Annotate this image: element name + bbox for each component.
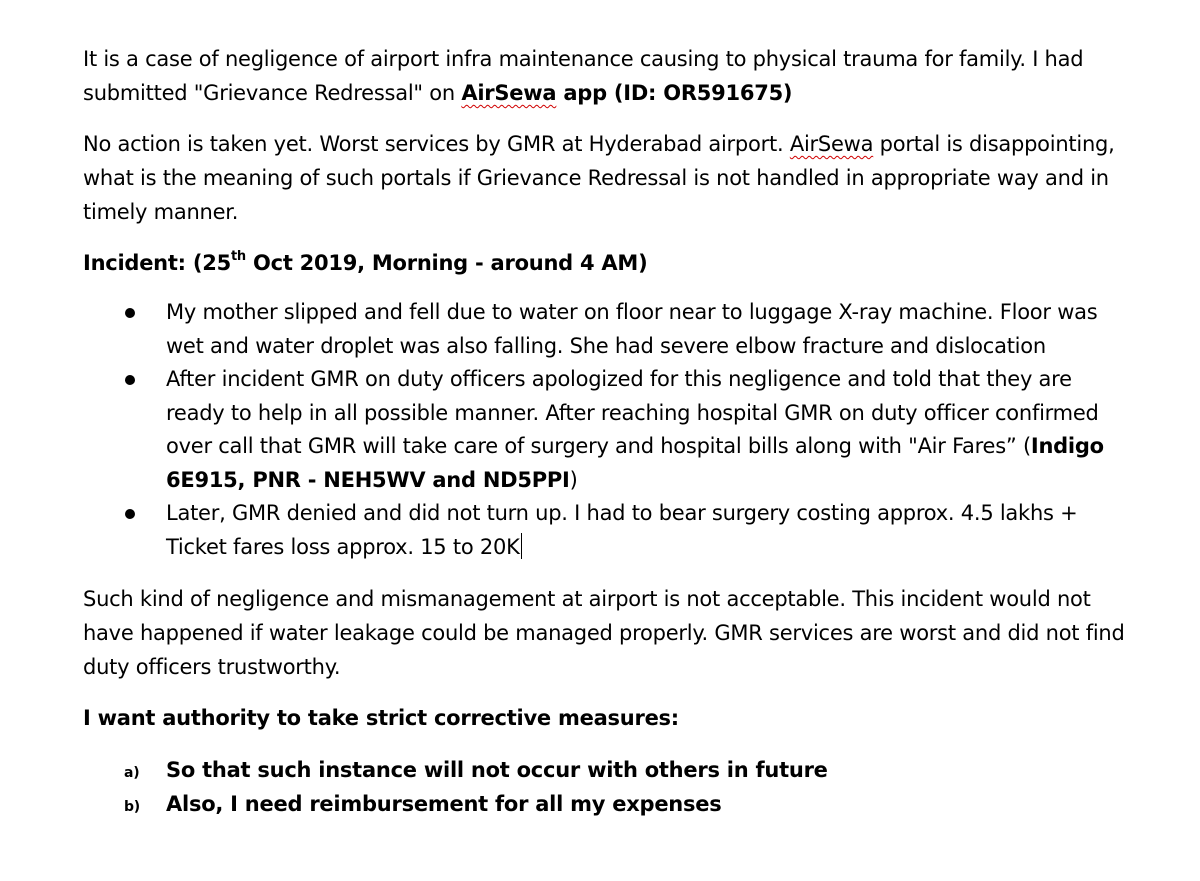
demand-text: Also, I need reimbursement for all my expenses (166, 792, 722, 816)
paragraph-negligence (83, 582, 1130, 684)
demand-list (83, 753, 1130, 821)
paragraph-no-action (83, 127, 1130, 229)
bullet-icon (125, 509, 135, 519)
incident-bullet-list (83, 296, 1130, 564)
bullet-text: My mother slipped and fell due to water on floor near to luggage X-ray machine. Floor was wet and water droplet was also falling. She had severe elbow fracture and dislocation (166, 300, 1098, 358)
list-marker: a) (124, 765, 140, 781)
incident-ordinal: th (230, 249, 246, 264)
incident-label-a: Incident: (25 (83, 251, 231, 275)
demand-heading: I want authority to take strict corrective measures: (83, 706, 679, 730)
portal-name: AirSewa (789, 132, 874, 156)
bullet-icon (125, 308, 135, 318)
negligence-text: Such kind of negligence and mismanagement at airport is not acceptable. This incident would not have happened if water leakage could be managed properly. GMR services are worst and did not find duty officers trustworthy. (83, 587, 1125, 679)
incident-label-b: Oct 2019, Morning - around 4 AM) (245, 251, 648, 275)
bullet-text: Later, GMR denied and did not turn up. I had to bear surgery costing approx. 4.5 lakhs + Ticket fares loss approx. 15 to 20K (166, 501, 1078, 559)
list-item (83, 363, 1130, 497)
no-action-text-2: portal is disappointing, what is the meaning of such portals if Grievance Redressal is not handled in appropriate way and in timely manner. (83, 132, 1115, 224)
incident-heading (83, 246, 1130, 280)
bullet-text: After incident GMR on duty officers apologized for this negligence and told that they are ready to help in all possible manner. After reaching hospital GMR on duty officer confirmed over call that GMR will take care of surgery and hospital bills along with "Air Fares” ( (166, 367, 1099, 458)
demand-text: So that such instance will not occur with others in future (166, 758, 828, 782)
intro-text: It is a case of negligence of airport infra maintenance causing to physical trauma for family. I had submitted "Grievance Redressal" on (83, 47, 1084, 105)
list-item (83, 753, 1130, 787)
flight-details: Indigo 6E915, PNR - NEH5WV and ND5PPI (166, 434, 1104, 492)
list-item (83, 497, 1130, 564)
paragraph-intro (83, 42, 1130, 110)
text-cursor (521, 533, 523, 559)
list-item (83, 296, 1130, 363)
app-name: AirSewa (461, 81, 557, 105)
bullet-icon (125, 375, 135, 385)
no-action-text-1: No action is taken yet. Worst services by GMR at Hyderabad airport. (83, 132, 790, 156)
list-marker: b) (124, 799, 140, 815)
app-id: app (ID: OR591675) (556, 81, 793, 105)
bullet-text-end: ) (569, 467, 578, 492)
list-item (83, 787, 1130, 821)
